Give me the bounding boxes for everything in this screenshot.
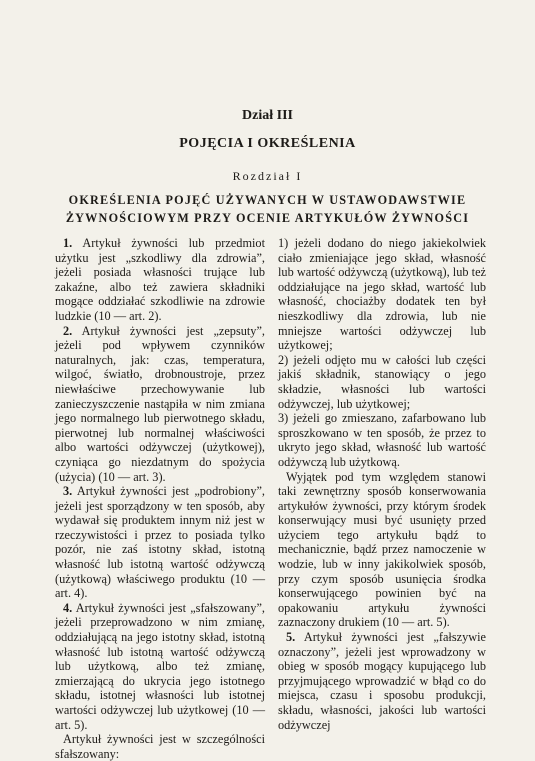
list-item-1 [278,236,486,353]
paragraph-number: 2. [63,323,73,338]
list-item-3 [278,411,486,469]
exception-paragraph [278,470,486,631]
paragraph-text: Artykuł żywności lub przedmiot użytku jest „szkodliwy dla zdrowia”, jeżeli posiada własności trujące lub zakaźne, albo też zawiera składniki mogące oddziałać szkodliwie na zdrowie ludzkie (10 — art. 2). [55,236,265,323]
paragraph-number: 3. [63,484,73,499]
paragraph-text: 3) jeżeli go zmieszano, zafarbowano lub sproszkowano w ten sposób, że przez to ukryto jego skład, własność lub wartość odżywczą lub użytkową. [278,411,486,469]
chapter-title-line-1: OKREŚLENIA POJĘĆ UŻYWANYCH W USTAWODAWSTWIE [68,193,467,207]
paragraph-text: 2) jeżeli odjęto mu w całości lub części jakiś składnik, stanowiący o jego składzie, własności lub wartości odżywczej, lub użytkowej; [278,352,486,411]
paragraph-text: Wyjątek pod tym względem stanowi taki zewnętrzny sposób konserwowania artykułów żywności, przy którym środek konserwujący musi być usunięty przed użyciem tego artykułu bądź to mechanicznie, bądź przez namoczenie w wodzie, lub w inny jakikolwiek sposób, przy czym sposób usunięcia środka konserwującego powinien być na opakowaniu artykułu żywności zaznaczony drukiem (10 — art. 5). [278,469,486,630]
chapter-title [0,191,535,227]
section-heading: Dział III [242,108,293,123]
paragraph-number: 1. [63,236,73,250]
chapter-title-line-2: ŻYWNOŚCIOWYM PRZY OCENIE ARTYKUŁÓW ŻYWNOŚCI [65,211,470,225]
paragraph-text: Artykuł żywności jest „podrobiony”, jeżeli jest sporządzony w ten sposób, aby wydawał się produktem innym niż jest w rzeczywistości i przez to posiada tylko pozór, nie zaś istotny skład, istotną własność lub istotną wartość odżywczą (użytkową) właściwego produktu (10 — art. 4). [55,484,266,601]
paragraph-text: Artykuł żywności jest „zepsuty”, jeżeli pod wpływem czynników naturalnych, jak: czas, temperatura, wilgoć, światło, drobnoustroje, przez niewłaściwe przechowywanie lub zanieczyszczenie nastąpiła w nim zmiana jego normalnego lub pierwotnego składu, pierwotnej lub normalnej właściwości albo wartości odżywczej (użytkowej), czyniąca go niezdatnym do spożycia (użycia) (10 — art. 3). [55,323,265,484]
paragraph-number: 5. [286,630,296,645]
chapter-heading: Rozdział I [232,169,303,183]
left-column [55,236,265,761]
right-column [278,236,486,732]
paragraph-1 [55,236,265,324]
paragraph-text: Artykuł żywności jest „sfałszowany”, jeżeli przeprowadzono w nim zmianę, oddziałującą na jego istotny skład, istotną własność lub istotną wartość odżywczą lub użytkową, albo też zmianę, zmierzającą do ukrycia jego istotnego składu, istotnej własności lub istotnej wartości odżywczej lub użytkowej (10 — art. 5). [55,600,265,732]
paragraph-3 [55,484,265,601]
list-item-2 [278,353,486,411]
section-title: POJĘCIA I OKREŚLENIA [179,136,356,151]
paragraph-text: Artykuł żywności jest w szczególności sfałszowany: [55,732,265,761]
paragraph-text: 1) jeżeli dodano do niego jakiekolwiek ciało zmieniające jego skład, własność lub wartość odżywczą (użytkową), lub też oddziałujące na jego skład, wartość lub własność, chociażby dodatek ten był nieszkodliwy dla zdrowia, lub nie mniejsze wartości odżywczej lub użytkowej; [278,236,486,353]
paragraph-4-cont [55,732,265,761]
paragraph-2 [55,324,265,485]
paragraph-5 [278,630,486,732]
paragraph-number: 4. [63,600,73,615]
paragraph-4 [55,601,265,732]
paragraph-text: Artykuł żywności jest „fałszywie oznaczony”, jeżeli jest wprowadzony w obieg w sposób mogący kupującego lub przyjmującego wprowadzić w błąd co do miejsca, czasu i sposobu produkcji, składu, własności, jakości lub wartości odżywczej [278,630,486,732]
